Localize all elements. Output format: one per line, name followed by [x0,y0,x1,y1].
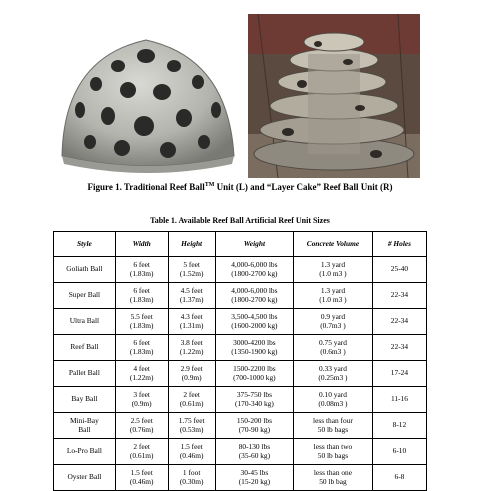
cell-style: Lo-Pro Ball [54,439,116,465]
cell-width: 3 feet (0.9m) [115,387,168,413]
cell-weight: 150-200 lbs (70-90 kg) [215,413,293,439]
table-title: Table 1. Available Reef Ball Artificial Reef Unit Sizes [150,216,330,225]
cell-holes: 25-40 [372,257,426,283]
header-holes: # Holes [372,232,426,257]
cell-weight: 3000-4200 lbs (1350-1900 kg) [215,335,293,361]
cell-weight: 4,000-6,000 lbs (1800-2700 kg) [215,257,293,283]
cell-holes: 11-16 [372,387,426,413]
cell-holes: 22-34 [372,309,426,335]
table-row [54,465,427,491]
cell-holes: 17-24 [372,361,426,387]
cell-height: 2.9 feet (0.9m) [168,361,215,387]
cell-weight: 375-750 lbs (170-340 kg) [215,387,293,413]
cell-weight: 1500-2200 lbs (700-1000 kg) [215,361,293,387]
header-style: Style [54,232,116,257]
table-row [54,335,427,361]
cell-height: 4.5 feet (1.37m) [168,283,215,309]
reef-ball-photo [56,18,240,178]
cell-height: 4.3 feet (1.31m) [168,309,215,335]
cell-width: 6 feet (1.83m) [115,257,168,283]
cell-holes: 6-8 [372,465,426,491]
cell-style: Bay Ball [54,387,116,413]
header-weight: Weight [215,232,293,257]
header-width: Width [115,232,168,257]
cell-style: Pallet Ball [54,361,116,387]
cell-concrete-volume: less than one 50 lb bag [294,465,373,491]
cell-concrete-volume: 1.3 yard (1.0 m3 ) [294,283,373,309]
cell-style: Reef Ball [54,335,116,361]
cell-weight: 3,500-4,500 lbs (1600-2000 kg) [215,309,293,335]
header-height: Height [168,232,215,257]
cell-width: 1.5 feet (0.46m) [115,465,168,491]
cell-style: Mini-Bay Ball [54,413,116,439]
figure-caption: Figure 1. Traditional Reef Ball™ Unit (L) and “Layer Cake” Reef Ball Unit (R) [87,182,393,192]
cell-height: 1 foot (0.30m) [168,465,215,491]
cell-concrete-volume: 0.75 yard (0.6m3 ) [294,335,373,361]
cell-width: 6 feet (1.83m) [115,335,168,361]
cell-style: Ultra Ball [54,309,116,335]
table-row [54,257,427,283]
cell-holes: 8-12 [372,413,426,439]
table-row [54,361,427,387]
cell-weight: 30-45 lbs (15-20 kg) [215,465,293,491]
reef-ball-sizes-table [53,231,427,491]
cell-height: 1.75 feet (0.53m) [168,413,215,439]
table-row [54,309,427,335]
cell-style: Super Ball [54,283,116,309]
cell-width: 2 feet (0.61m) [115,439,168,465]
cell-width: 5.5 feet (1.83m) [115,309,168,335]
cell-height: 2 feet (0.61m) [168,387,215,413]
cell-holes: 22-34 [372,335,426,361]
cell-width: 6 feet (1.83m) [115,283,168,309]
cell-height: 5 feet (1.52m) [168,257,215,283]
layer-cake-reef-ball-photo [248,14,420,178]
cell-concrete-volume: 0.33 yard (0.25m3 ) [294,361,373,387]
cell-concrete-volume: less than two 50 lb bags [294,439,373,465]
cell-height: 1.5 feet (0.46m) [168,439,215,465]
header-concrete-volume: Concrete Volume [294,232,373,257]
table-row [54,283,427,309]
cell-concrete-volume: less than four 50 lb bags [294,413,373,439]
table-row [54,439,427,465]
table-header-row [54,232,427,257]
cell-style: Goliath Ball [54,257,116,283]
cell-holes: 6-10 [372,439,426,465]
cell-style: Oyster Ball [54,465,116,491]
cell-concrete-volume: 0.9 yard (0.7m3 ) [294,309,373,335]
cell-width: 4 feet (1.22m) [115,361,168,387]
table-row [54,387,427,413]
cell-concrete-volume: 0.10 yard (0.08m3 ) [294,387,373,413]
cell-width: 2.5 feet (0.76m) [115,413,168,439]
cell-height: 3.8 feet (1.22m) [168,335,215,361]
cell-holes: 22-34 [372,283,426,309]
cell-concrete-volume: 1.3 yard (1.0 m3 ) [294,257,373,283]
table-row [54,413,427,439]
cell-weight: 4,000-6,000 lbs (1800-2700 kg) [215,283,293,309]
cell-weight: 80-130 lbs (35-60 kg) [215,439,293,465]
